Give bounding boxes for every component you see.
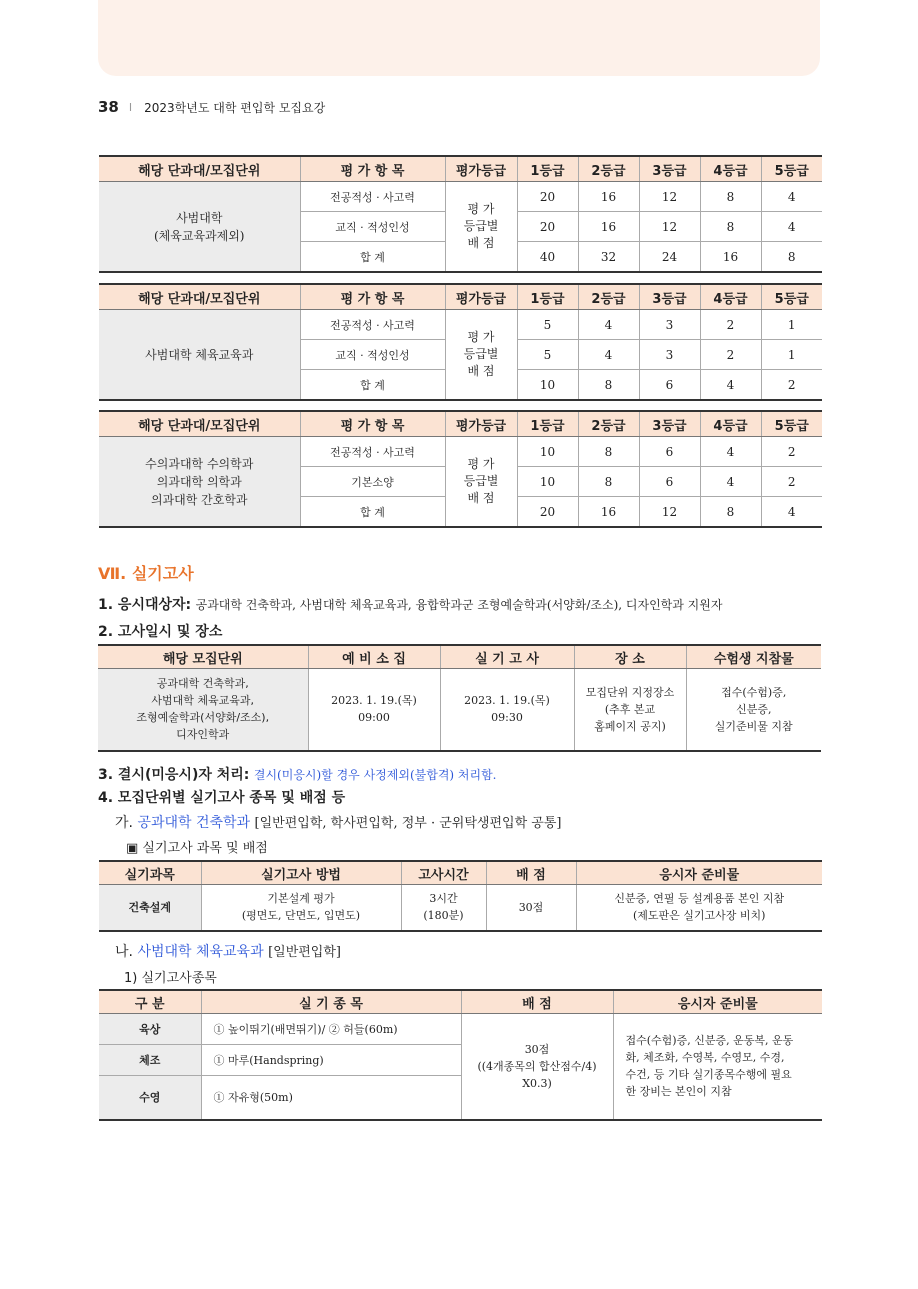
ga-subtitle: ▣ 실기고사 과목 및 배점	[126, 841, 268, 856]
grade-table-1	[99, 155, 822, 273]
arch-subject: 건축설계	[99, 885, 201, 931]
unit-cell: 사범대학 체육교육과	[99, 310, 300, 401]
sub-na: 나. 사범대학 체육교육과 [일반편입학]	[115, 944, 341, 960]
table-row: 사범대학 (체육교육과제외) 전공적성 · 사고력 평 가 등급별 배 점 20 16 12 8 4	[99, 182, 822, 212]
grade-label-cell: 평 가 등급별 배 점	[445, 182, 517, 273]
table-row: 체조 ① 마루(Handspring)	[99, 1045, 822, 1076]
item-1: 1. 응시대상자: 공과대학 건축학과, 사범대학 체육교육과, 융합학과군 조형예술학과(서양화/조소), 디자인학과 지원자	[98, 597, 723, 613]
place-cell: 모집단위 지정장소 (추후 본교 홈페이지 공지)	[574, 669, 686, 751]
arch-method: 기본설계 평가 (평면도, 단면도, 입면도)	[201, 885, 401, 931]
table-header-row: 해당 모집단위 예 비 소 집 실 기 고 사 장 소 수험생 지참물	[98, 645, 821, 669]
col-header-g2: 2등급	[578, 156, 639, 182]
col-header-grade: 평가등급	[445, 156, 517, 182]
table-row	[99, 885, 822, 931]
table-row: 합 계 40 32 24 16 8	[99, 242, 822, 273]
page-header	[98, 97, 325, 117]
item-4: 4. 모집단위별 실기고사 종목 및 배점 등	[98, 790, 346, 806]
grade-table-2	[99, 283, 822, 401]
pe-items: 접수(수험)증, 신분증, 운동복, 운동 화, 체조화, 수영복, 수영모, 수경, 수건, 등 기타 실기종목수행에 필요 한 장비는 본인이 지참	[613, 1014, 822, 1120]
exam-cell: 2023. 1. 19.(목) 09:30	[440, 669, 574, 751]
sub-ga: 가. 공과대학 건축학과 [일반편입학, 학사편입학, 정부 · 군위탁생편입학 공통]	[115, 815, 562, 831]
table-row: 수영 ① 자유형(50m)	[99, 1076, 822, 1120]
pe-table	[99, 989, 822, 1121]
schedule-unit-cell: 공과대학 건축학과, 사범대학 체육교육과, 조형예술학과(서양화/조소), 디자인학과	[98, 669, 308, 751]
schedule-table	[98, 644, 821, 752]
table-header-row: 실기과목 실기고사 방법 고사시간 배 점 응시자 준비물	[99, 861, 822, 885]
col-header-g4: 4등급	[700, 156, 761, 182]
col-header-g3: 3등급	[639, 156, 700, 182]
unit-cell: 수의과대학 수의학과 의과대학 의학과 의과대학 간호학과	[99, 437, 300, 528]
col-header-item: 평 가 항 목	[300, 156, 445, 182]
arch-table	[99, 860, 822, 932]
item-2: 2. 고사일시 및 장소	[98, 624, 223, 640]
table-row: 교직 · 적성인성 5 4 3 2 1	[99, 340, 822, 370]
doc-title: 2023학년도 대학 편입학 모집요강	[144, 100, 326, 115]
arch-items: 신분증, 연필 등 설계용품 본인 지참 (제도판은 실기고사장 비치)	[576, 885, 822, 931]
arch-score: 30점	[486, 885, 576, 931]
pe-score: 30점 ((4개종목의 합산점수/4) X0.3)	[461, 1014, 613, 1120]
table-row: 합 계 20 16 12 8 4	[99, 497, 822, 528]
page-number: 38	[98, 98, 119, 116]
table-row: 합 계 10 8 6 4 2	[99, 370, 822, 401]
table-row: 기본소양 10 8 6 4 2	[99, 467, 822, 497]
grade-label-cell: 평 가 등급별 배 점	[445, 310, 517, 401]
table-row: 사범대학 체육교육과 전공적성 · 사고력 평 가 등급별 배 점 5 4 3 2 1	[99, 310, 822, 340]
header-separator: I	[128, 100, 133, 114]
arch-time: 3시간 (180분)	[401, 885, 486, 931]
table-row: 수의과대학 수의학과 의과대학 의학과 의과대학 간호학과 전공적성 · 사고력 평 가 등급별 배 점 10 8 6 4 2	[99, 437, 822, 467]
col-header-g1: 1등급	[517, 156, 578, 182]
table-row: 육상 ① 높이뛰기(배면뛰기)/ ② 허들(60m) 30점 ((4개종목의 합산점수/4) X0.3) 접수(수험)증, 신분증, 운동복, 운동 화, 체조화, 수영복, 수영모, 수경, 수건, 등 기타 실기종목수행에 필요 한 장비는 본인이 지참	[99, 1014, 822, 1045]
prelim-cell: 2023. 1. 19.(목) 09:00	[308, 669, 440, 751]
table-row: 교직 · 적성인성 20 16 12 8 4	[99, 212, 822, 242]
unit-cell: 사범대학 (체육교육과제외)	[99, 182, 300, 273]
table-header-row: 해당 단과대/모집단위 평 가 항 목 평가등급 1등급 2등급 3등급 4등급 5등급	[99, 284, 822, 310]
col-header-g5: 5등급	[761, 156, 822, 182]
col-header-unit: 해당 단과대/모집단위	[99, 156, 300, 182]
table-header-row: 구 분 실 기 종 목 배 점 응시자 준비물	[99, 990, 822, 1014]
top-banner	[98, 0, 820, 76]
na-subtitle: 1) 실기고사종목	[124, 971, 217, 986]
grade-table-3	[99, 410, 822, 528]
items-cell: 접수(수험)증, 신분증, 실기준비물 지참	[686, 669, 821, 751]
table-row	[98, 669, 821, 751]
section-title: Ⅶ. 실기고사	[98, 564, 194, 583]
table-header-row	[99, 156, 822, 182]
grade-label-cell: 평 가 등급별 배 점	[445, 437, 517, 528]
table-header-row: 해당 단과대/모집단위 평 가 항 목 평가등급 1등급 2등급 3등급 4등급 5등급	[99, 411, 822, 437]
item-3: 3. 결시(미응시)자 처리: 결시(미응시)할 경우 사정제외(불합격) 처리함.	[98, 767, 497, 783]
